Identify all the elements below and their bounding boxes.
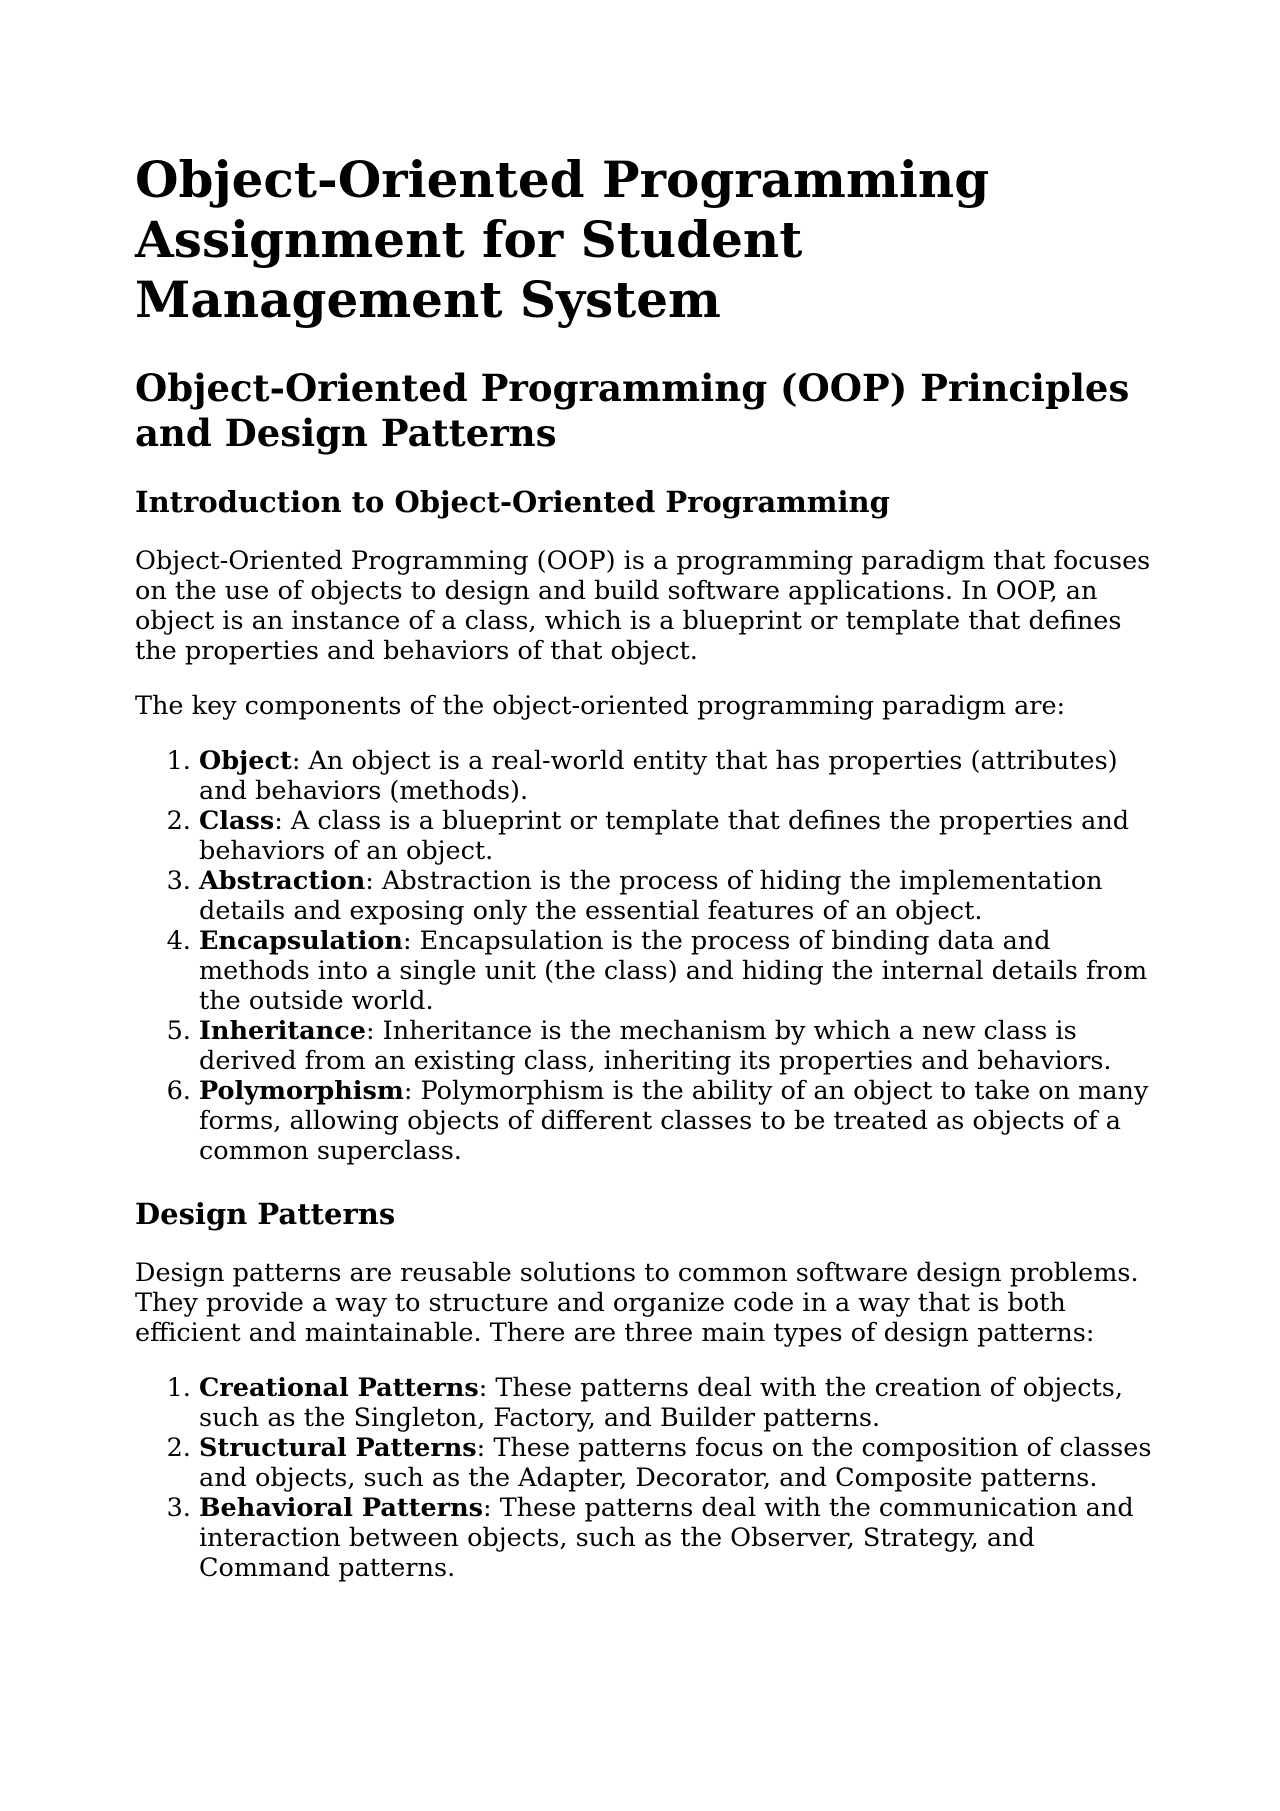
list-item-polymorphism	[199, 1076, 1165, 1166]
list-item-term: Inheritance	[199, 1016, 366, 1046]
list-item-structural	[199, 1433, 1165, 1493]
design-pattern-types-list	[135, 1373, 1165, 1583]
list-item-class	[199, 806, 1165, 866]
list-item-inheritance	[199, 1016, 1165, 1076]
list-item-term: Encapsulation	[199, 926, 403, 956]
document-page	[135, 150, 1165, 1613]
list-item-term: Object	[199, 746, 292, 776]
list-item-creational	[199, 1373, 1165, 1433]
list-item-term: Abstraction	[199, 866, 366, 896]
list-item-term: Structural Patterns	[199, 1433, 477, 1463]
list-item-term: Class	[199, 806, 275, 836]
list-item-description: : Polymorphism is the ability of an object to take on many forms, allowing objects of different classes to be treated as objects of a common superclass.	[199, 1076, 1149, 1166]
list-item-object	[199, 746, 1165, 806]
design-patterns-heading: Design Patterns	[135, 1197, 396, 1231]
list-item-description: : These patterns deal with the communication and interaction between objects, such as the Observer, Strategy, and Command patterns.	[199, 1493, 1134, 1583]
design-patterns-paragraph: Design patterns are reusable solutions to common software design problems. They provide a way to structure and organize code in a way that is both efficient and maintainable. There are three main types of design patterns:	[135, 1258, 1139, 1348]
oop-components-list	[135, 746, 1165, 1166]
section-heading: Object-Oriented Programming (OOP) Principles and Design Patterns	[135, 366, 1130, 455]
document-title: Object-Oriented Programming Assignment for Student Management System	[135, 150, 990, 329]
list-item-description: : Abstraction is the process of hiding the implementation details and exposing only the essential features of an object.	[199, 866, 1103, 926]
intro-paragraph: Object-Oriented Programming (OOP) is a programming paradigm that focuses on the use of objects to design and build software applications. In OOP, an object is an instance of a class, which is a blueprint or template that defines the properties and behaviors of that object.	[135, 546, 1151, 666]
list-item-description: : Encapsulation is the process of binding data and methods into a single unit (the class) and hiding the internal details from the outside world.	[199, 926, 1148, 1016]
list-item-encapsulation	[199, 926, 1165, 1016]
list-item-term: Creational Patterns	[199, 1373, 479, 1403]
list-item-abstraction	[199, 866, 1165, 926]
list-item-term: Polymorphism	[199, 1076, 404, 1106]
list-item-description: : These patterns focus on the composition of classes and objects, such as the Adapter, Decorator, and Composite patterns.	[199, 1433, 1152, 1493]
list-item-behavioral	[199, 1493, 1165, 1583]
list-item-description: : These patterns deal with the creation of objects, such as the Singleton, Factory, and Builder patterns.	[199, 1373, 1123, 1433]
list-item-term: Behavioral Patterns	[199, 1493, 483, 1523]
list-item-description: : An object is a real-world entity that has properties (attributes) and behaviors (methods).	[199, 746, 1118, 806]
list-item-description: : Inheritance is the mechanism by which a new class is derived from an existing class, inheriting its properties and behaviors.	[199, 1016, 1112, 1076]
intro-heading: Introduction to Object-Oriented Programming	[135, 485, 890, 519]
components-lead-paragraph: The key components of the object-oriented programming paradigm are:	[135, 691, 1066, 721]
list-item-description: : A class is a blueprint or template that defines the properties and behaviors of an object.	[199, 806, 1130, 866]
